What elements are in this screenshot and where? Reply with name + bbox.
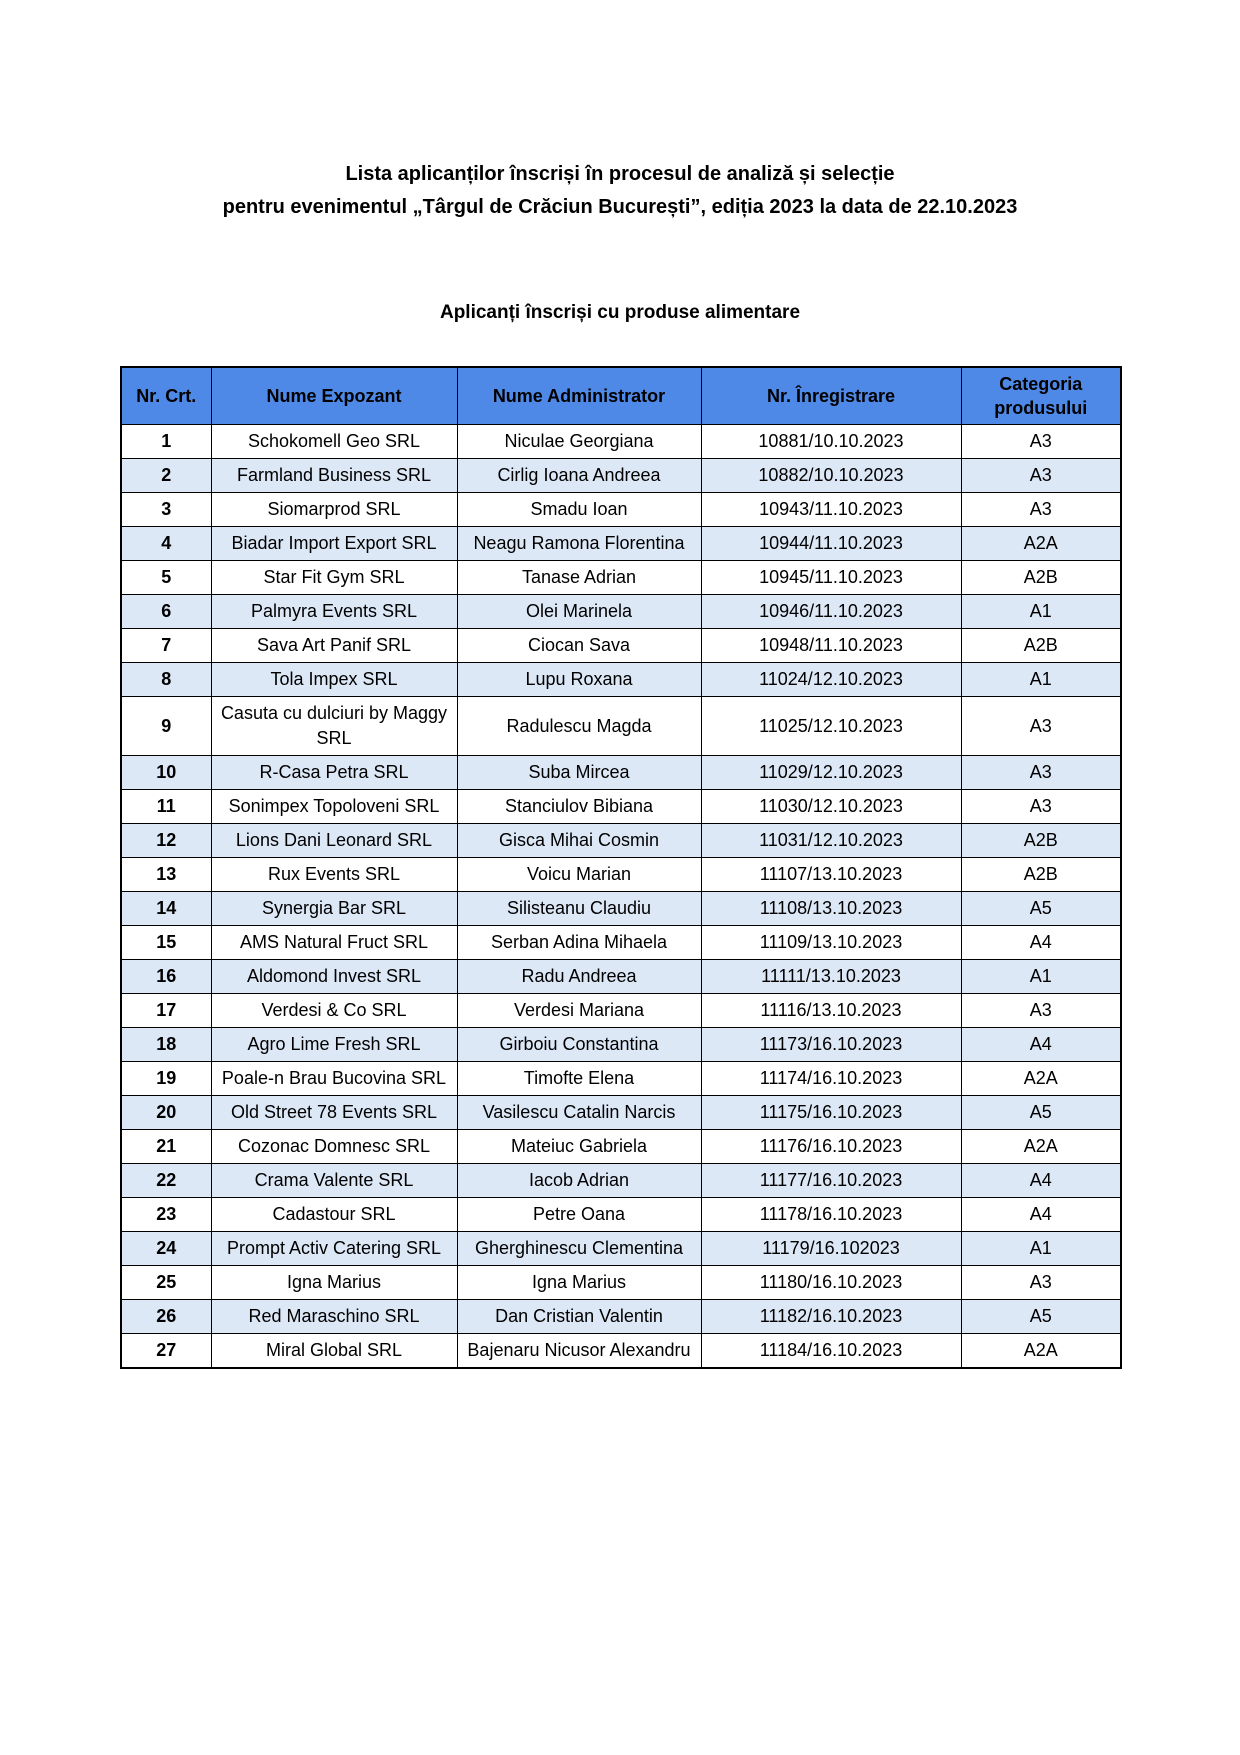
cell-nr: 18 <box>121 1028 211 1062</box>
cell-categoria: A2B <box>961 561 1121 595</box>
cell-administrator: Niculae Georgiana <box>457 425 701 459</box>
cell-nr: 1 <box>121 425 211 459</box>
cell-categoria: A3 <box>961 697 1121 756</box>
cell-administrator: Tanase Adrian <box>457 561 701 595</box>
cell-expozant: Aldomond Invest SRL <box>211 960 457 994</box>
table-row <box>121 629 1121 663</box>
cell-inregistrare: 11109/13.10.2023 <box>701 926 961 960</box>
column-header-categoria-produsului: Categoria produsului <box>961 367 1121 425</box>
cell-inregistrare: 10945/11.10.2023 <box>701 561 961 595</box>
cell-categoria: A2B <box>961 629 1121 663</box>
cell-nr: 23 <box>121 1198 211 1232</box>
cell-expozant: Red Maraschino SRL <box>211 1300 457 1334</box>
cell-nr: 13 <box>121 858 211 892</box>
cell-nr: 14 <box>121 892 211 926</box>
cell-inregistrare: 11025/12.10.2023 <box>701 697 961 756</box>
cell-expozant: Biadar Import Export SRL <box>211 527 457 561</box>
cell-administrator: Suba Mircea <box>457 756 701 790</box>
cell-inregistrare: 11031/12.10.2023 <box>701 824 961 858</box>
cell-nr: 17 <box>121 994 211 1028</box>
cell-expozant: Verdesi & Co SRL <box>211 994 457 1028</box>
cell-categoria: A3 <box>961 1266 1121 1300</box>
cell-administrator: Smadu Ioan <box>457 493 701 527</box>
cell-expozant: Sava Art Panif SRL <box>211 629 457 663</box>
cell-categoria: A1 <box>961 960 1121 994</box>
cell-administrator: Ciocan Sava <box>457 629 701 663</box>
cell-nr: 12 <box>121 824 211 858</box>
cell-administrator: Dan Cristian Valentin <box>457 1300 701 1334</box>
cell-administrator: Mateiuc Gabriela <box>457 1130 701 1164</box>
table-row <box>121 790 1121 824</box>
table-row <box>121 1164 1121 1198</box>
section-title: Aplicanți înscriși cu produse alimentare <box>439 302 801 323</box>
cell-administrator: Petre Oana <box>457 1198 701 1232</box>
cell-categoria: A5 <box>961 892 1121 926</box>
cell-administrator: Lupu Roxana <box>457 663 701 697</box>
cell-nr: 16 <box>121 960 211 994</box>
cell-expozant: Sonimpex Topoloveni SRL <box>211 790 457 824</box>
cell-inregistrare: 11179/16.102023 <box>701 1232 961 1266</box>
cell-administrator: Stanciulov Bibiana <box>457 790 701 824</box>
cell-nr: 10 <box>121 756 211 790</box>
cell-inregistrare: 10948/11.10.2023 <box>701 629 961 663</box>
cell-expozant: R-Casa Petra SRL <box>211 756 457 790</box>
cell-nr: 21 <box>121 1130 211 1164</box>
cell-categoria: A4 <box>961 926 1121 960</box>
cell-nr: 4 <box>121 527 211 561</box>
cell-expozant: Rux Events SRL <box>211 858 457 892</box>
cell-expozant: Crama Valente SRL <box>211 1164 457 1198</box>
cell-inregistrare: 11173/16.10.2023 <box>701 1028 961 1062</box>
cell-nr: 2 <box>121 459 211 493</box>
cell-expozant: Palmyra Events SRL <box>211 595 457 629</box>
cell-categoria: A4 <box>961 1198 1121 1232</box>
cell-expozant: Poale-n Brau Bucovina SRL <box>211 1062 457 1096</box>
cell-inregistrare: 11111/13.10.2023 <box>701 960 961 994</box>
cell-administrator: Girboiu Constantina <box>457 1028 701 1062</box>
table-row <box>121 1062 1121 1096</box>
cell-expozant: Lions Dani Leonard SRL <box>211 824 457 858</box>
cell-inregistrare: 11174/16.10.2023 <box>701 1062 961 1096</box>
table-row <box>121 1198 1121 1232</box>
table-body <box>121 425 1121 1369</box>
column-header-nume-expozant: Nume Expozant <box>211 367 457 425</box>
table-row <box>121 1028 1121 1062</box>
cell-nr: 22 <box>121 1164 211 1198</box>
cell-inregistrare: 10943/11.10.2023 <box>701 493 961 527</box>
table-row <box>121 756 1121 790</box>
cell-expozant: Old Street 78 Events SRL <box>211 1096 457 1130</box>
table-row <box>121 493 1121 527</box>
cell-inregistrare: 11107/13.10.2023 <box>701 858 961 892</box>
title-line-1: Lista aplicanților înscriși în procesul de analiză și selecție <box>345 163 895 185</box>
table-row <box>121 425 1121 459</box>
cell-categoria: A2A <box>961 527 1121 561</box>
table-row <box>121 824 1121 858</box>
cell-expozant: Siomarprod SRL <box>211 493 457 527</box>
cell-inregistrare: 10946/11.10.2023 <box>701 595 961 629</box>
cell-inregistrare: 11178/16.10.2023 <box>701 1198 961 1232</box>
cell-inregistrare: 11182/16.10.2023 <box>701 1300 961 1334</box>
cell-expozant: Casuta cu dulciuri by Maggy SRL <box>211 697 457 756</box>
table-row <box>121 960 1121 994</box>
cell-inregistrare: 10882/10.10.2023 <box>701 459 961 493</box>
cell-expozant: AMS Natural Fruct SRL <box>211 926 457 960</box>
cell-inregistrare: 11108/13.10.2023 <box>701 892 961 926</box>
cell-categoria: A3 <box>961 994 1121 1028</box>
cell-categoria: A1 <box>961 595 1121 629</box>
cell-categoria: A5 <box>961 1096 1121 1130</box>
cell-categoria: A2A <box>961 1130 1121 1164</box>
cell-nr: 26 <box>121 1300 211 1334</box>
cell-inregistrare: 10944/11.10.2023 <box>701 527 961 561</box>
cell-inregistrare: 11116/13.10.2023 <box>701 994 961 1028</box>
cell-inregistrare: 11029/12.10.2023 <box>701 756 961 790</box>
table-row <box>121 892 1121 926</box>
cell-categoria: A3 <box>961 493 1121 527</box>
cell-administrator: Gherghinescu Clementina <box>457 1232 701 1266</box>
cell-categoria: A5 <box>961 1300 1121 1334</box>
table-row <box>121 926 1121 960</box>
cell-expozant: Miral Global SRL <box>211 1334 457 1369</box>
cell-categoria: A3 <box>961 756 1121 790</box>
cell-administrator: Vasilescu Catalin Narcis <box>457 1096 701 1130</box>
cell-inregistrare: 11030/12.10.2023 <box>701 790 961 824</box>
table-row <box>121 663 1121 697</box>
cell-nr: 7 <box>121 629 211 663</box>
cell-administrator: Igna Marius <box>457 1266 701 1300</box>
cell-administrator: Bajenaru Nicusor Alexandru <box>457 1334 701 1369</box>
cell-administrator: Silisteanu Claudiu <box>457 892 701 926</box>
cell-nr: 5 <box>121 561 211 595</box>
cell-categoria: A2B <box>961 858 1121 892</box>
cell-expozant: Tola Impex SRL <box>211 663 457 697</box>
title-line-2: pentru evenimentul „Târgul de Crăciun București”, ediția 2023 la data de 22.10.2023 <box>222 196 1018 218</box>
cell-categoria: A2A <box>961 1334 1121 1369</box>
table-row <box>121 1130 1121 1164</box>
cell-inregistrare: 10881/10.10.2023 <box>701 425 961 459</box>
cell-expozant: Cadastour SRL <box>211 1198 457 1232</box>
cell-administrator: Radu Andreea <box>457 960 701 994</box>
cell-inregistrare: 11177/16.10.2023 <box>701 1164 961 1198</box>
cell-nr: 11 <box>121 790 211 824</box>
cell-nr: 15 <box>121 926 211 960</box>
applicants-table <box>120 366 1122 1369</box>
cell-nr: 8 <box>121 663 211 697</box>
table-row <box>121 1334 1121 1369</box>
cell-administrator: Olei Marinela <box>457 595 701 629</box>
cell-expozant: Igna Marius <box>211 1266 457 1300</box>
cell-categoria: A1 <box>961 663 1121 697</box>
cell-expozant: Schokomell Geo SRL <box>211 425 457 459</box>
table-row <box>121 561 1121 595</box>
column-header-nr-crt: Nr. Crt. <box>121 367 211 425</box>
cell-administrator: Neagu Ramona Florentina <box>457 527 701 561</box>
cell-expozant: Synergia Bar SRL <box>211 892 457 926</box>
cell-administrator: Serban Adina Mihaela <box>457 926 701 960</box>
cell-categoria: A3 <box>961 459 1121 493</box>
cell-nr: 19 <box>121 1062 211 1096</box>
cell-categoria: A2A <box>961 1062 1121 1096</box>
cell-categoria: A3 <box>961 425 1121 459</box>
table-row <box>121 527 1121 561</box>
column-header-nume-administrator: Nume Administrator <box>457 367 701 425</box>
cell-expozant: Star Fit Gym SRL <box>211 561 457 595</box>
table-row <box>121 697 1121 756</box>
cell-inregistrare: 11024/12.10.2023 <box>701 663 961 697</box>
cell-inregistrare: 11176/16.10.2023 <box>701 1130 961 1164</box>
table-row <box>121 1232 1121 1266</box>
table-row <box>121 1096 1121 1130</box>
cell-administrator: Timofte Elena <box>457 1062 701 1096</box>
table-row <box>121 1300 1121 1334</box>
cell-expozant: Farmland Business SRL <box>211 459 457 493</box>
cell-nr: 20 <box>121 1096 211 1130</box>
table-row <box>121 459 1121 493</box>
table-row <box>121 595 1121 629</box>
cell-nr: 24 <box>121 1232 211 1266</box>
cell-categoria: A4 <box>961 1164 1121 1198</box>
cell-administrator: Voicu Marian <box>457 858 701 892</box>
cell-nr: 3 <box>121 493 211 527</box>
table-header <box>121 367 1121 425</box>
cell-administrator: Iacob Adrian <box>457 1164 701 1198</box>
cell-expozant: Cozonac Domnesc SRL <box>211 1130 457 1164</box>
cell-categoria: A3 <box>961 790 1121 824</box>
cell-inregistrare: 11175/16.10.2023 <box>701 1096 961 1130</box>
cell-administrator: Verdesi Mariana <box>457 994 701 1028</box>
cell-expozant: Prompt Activ Catering SRL <box>211 1232 457 1266</box>
document-title <box>0 0 1240 224</box>
table-header-row <box>121 367 1121 425</box>
cell-categoria: A4 <box>961 1028 1121 1062</box>
cell-categoria: A1 <box>961 1232 1121 1266</box>
cell-administrator: Gisca Mihai Cosmin <box>457 824 701 858</box>
cell-nr: 25 <box>121 1266 211 1300</box>
cell-inregistrare: 11180/16.10.2023 <box>701 1266 961 1300</box>
cell-nr: 27 <box>121 1334 211 1369</box>
column-header-nr-inregistrare: Nr. Înregistrare <box>701 367 961 425</box>
cell-nr: 9 <box>121 697 211 756</box>
cell-administrator: Cirlig Ioana Andreea <box>457 459 701 493</box>
cell-nr: 6 <box>121 595 211 629</box>
cell-administrator: Radulescu Magda <box>457 697 701 756</box>
cell-inregistrare: 11184/16.10.2023 <box>701 1334 961 1369</box>
cell-categoria: A2B <box>961 824 1121 858</box>
cell-expozant: Agro Lime Fresh SRL <box>211 1028 457 1062</box>
table-row <box>121 1266 1121 1300</box>
table-row <box>121 858 1121 892</box>
table-row <box>121 994 1121 1028</box>
